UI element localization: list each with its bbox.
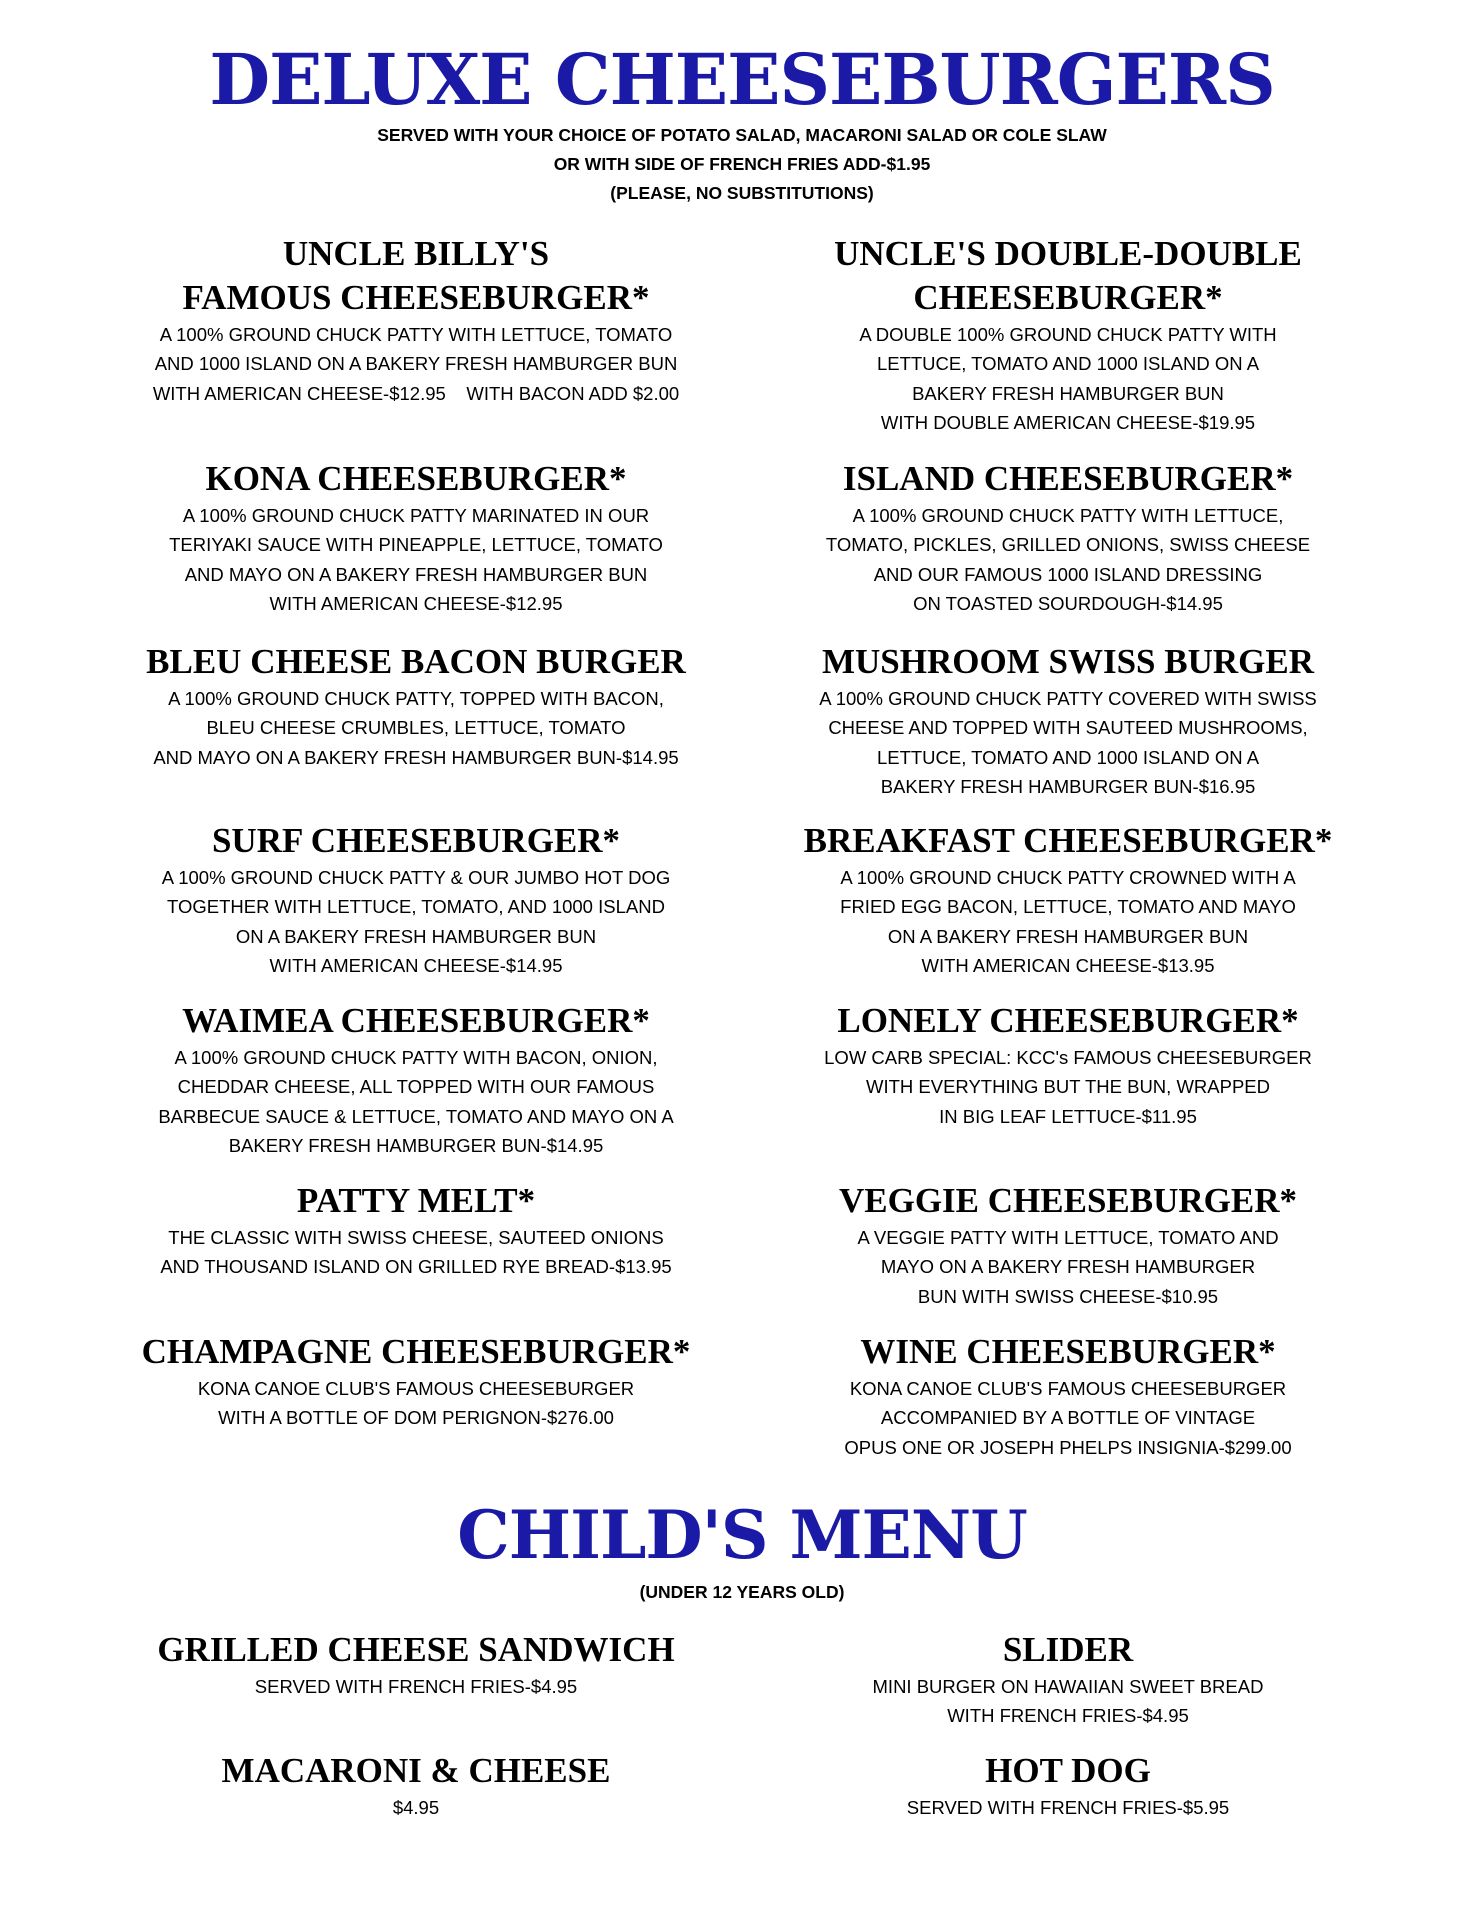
item-description [738, 1223, 1398, 1311]
desc-line: BAKERY FRESH HAMBURGER BUN-$14.95 [228, 1134, 604, 1156]
item-description [86, 863, 746, 980]
item-title: FAMOUS CHEESEBURGER* [182, 278, 650, 317]
menu-item-wine [738, 1330, 1398, 1462]
desc-line: ACCOMPANIED BY A BOTTLE OF VINTAGE [880, 1407, 1256, 1429]
item-description [86, 1043, 746, 1160]
child-menu-title: CHILD'S MENU [457, 1496, 1027, 1574]
desc-line: A 100% GROUND CHUCK PATTY COVERED WITH SWISS [819, 688, 1317, 709]
desc-line: OPUS ONE OR JOSEPH PHELPS INSIGNIA-$299.00 [844, 1436, 1292, 1458]
menu-item-uncle-billys [86, 232, 746, 408]
item-description [86, 1672, 746, 1701]
child-item-mac-and-cheese [86, 1749, 746, 1822]
desc-line: A 100% GROUND CHUCK PATTY MARINATED IN OUR [182, 505, 650, 526]
desc-line: SERVED WITH FRENCH FRIES-$4.95 [254, 1676, 578, 1697]
desc-line: LETTUCE, TOMATO AND 1000 ISLAND ON A [876, 746, 1260, 768]
desc-line: A 100% GROUND CHUCK PATTY WITH BACON, ONION, [174, 1047, 658, 1068]
item-title: MACARONI & CHEESE [221, 1751, 611, 1790]
desc-line: LOW CARB SPECIAL: KCC's FAMOUS CHEESEBURGER [824, 1047, 1312, 1068]
item-title: SURF CHEESEBURGER* [211, 821, 621, 860]
item-description [86, 320, 746, 408]
menu-intro [0, 121, 1484, 208]
item-description [738, 1672, 1398, 1731]
menu-item-kona [86, 457, 746, 618]
desc-line: A 100% GROUND CHUCK PATTY & OUR JUMBO HOT DOG [161, 867, 671, 888]
item-title: GRILLED CHEESE SANDWICH [157, 1630, 675, 1669]
desc-line: A VEGGIE PATTY WITH LETTUCE, TOMATO AND [857, 1227, 1279, 1248]
child-item-grilled-cheese [86, 1628, 746, 1701]
desc-line: MAYO ON A BAKERY FRESH HAMBURGER [880, 1256, 1256, 1278]
desc-line: BARBECUE SAUCE & LETTUCE, TOMATO AND MAYO ON A [158, 1105, 674, 1127]
item-title: PATTY MELT* [296, 1181, 536, 1220]
desc-line: WITH DOUBLE AMERICAN CHEESE-$19.95 [880, 411, 1256, 433]
desc-line: WITH FRENCH FRIES-$4.95 [947, 1705, 1189, 1727]
desc-line: WITH A BOTTLE OF DOM PERIGNON-$276.00 [218, 1407, 614, 1429]
desc-line: ON TOASTED SOURDOUGH-$14.95 [913, 592, 1223, 614]
menu-item-mushroom-swiss [738, 640, 1398, 801]
desc-line: LETTUCE, TOMATO AND 1000 ISLAND ON A [876, 353, 1260, 375]
menu-item-veggie [738, 1179, 1398, 1311]
desc-line: WITH AMERICAN CHEESE-$14.95 [269, 954, 563, 976]
desc-line: CHEESE AND TOPPED WITH SAUTEED MUSHROOMS, [828, 717, 1308, 739]
item-title: MUSHROOM SWISS BURGER [821, 642, 1315, 681]
menu-item-surf [86, 819, 746, 980]
desc-line: $4.95 [392, 1797, 440, 1818]
item-description [86, 684, 746, 772]
item-title: WAIMEA CHEESEBURGER* [182, 1001, 650, 1040]
desc-line: BLEU CHEESE CRUMBLES, LETTUCE, TOMATO [206, 717, 626, 739]
desc-line: ON A BAKERY FRESH HAMBURGER BUN [887, 925, 1249, 947]
desc-line: A 100% GROUND CHUCK PATTY WITH LETTUCE, [852, 505, 1284, 526]
desc-line: TOMATO, PICKLES, GRILLED ONIONS, SWISS CHEESE [825, 534, 1311, 556]
item-description [738, 684, 1398, 801]
desc-line: MINI BURGER ON HAWAIIAN SWEET BREAD [872, 1676, 1264, 1697]
desc-line: FRIED EGG BACON, LETTUCE, TOMATO AND MAYO [840, 896, 1296, 918]
item-description [86, 501, 746, 618]
desc-line: SERVED WITH FRENCH FRIES-$5.95 [906, 1797, 1230, 1818]
item-title: HOT DOG [985, 1751, 1151, 1790]
item-title: WINE CHEESEBURGER* [860, 1332, 1276, 1371]
item-description [738, 320, 1398, 437]
intro-line: SERVED WITH YOUR CHOICE OF POTATO SALAD, MACARONI SALAD OR COLE SLAW [377, 125, 1107, 145]
menu-item-double-double [738, 232, 1398, 437]
desc-line: AND 1000 ISLAND ON A BAKERY FRESH HAMBURGER BUN [154, 353, 678, 375]
item-description [738, 501, 1398, 618]
desc-line: BUN WITH SWISS CHEESE-$10.95 [917, 1285, 1219, 1307]
desc-line: TOGETHER WITH LETTUCE, TOMATO, AND 1000 ISLAND [167, 896, 665, 918]
item-title: LONELY CHEESEBURGER* [837, 1001, 1299, 1040]
menu-item-lonely [738, 999, 1398, 1131]
desc-line: A 100% GROUND CHUCK PATTY WITH LETTUCE, TOMATO [159, 324, 673, 345]
item-title: CHAMPAGNE CHEESEBURGER* [141, 1332, 691, 1371]
item-description [86, 1374, 746, 1433]
menu-item-bleu-cheese-bacon [86, 640, 746, 772]
intro-line: OR WITH SIDE OF FRENCH FRIES ADD-$1.95 [553, 154, 931, 174]
item-title: KONA CHEESEBURGER* [205, 459, 627, 498]
desc-line: WITH AMERICAN CHEESE-$12.95 [269, 592, 563, 614]
menu-item-island [738, 457, 1398, 618]
desc-line: A 100% GROUND CHUCK PATTY CROWNED WITH A [840, 867, 1296, 888]
desc-line: A DOUBLE 100% GROUND CHUCK PATTY WITH [859, 324, 1277, 345]
desc-line: AND OUR FAMOUS 1000 ISLAND DRESSING [873, 563, 1263, 585]
item-title: BREAKFAST CHEESEBURGER* [803, 821, 1333, 860]
child-item-hot-dog [738, 1749, 1398, 1822]
desc-line: WITH EVERYTHING BUT THE BUN, WRAPPED [866, 1076, 1270, 1098]
item-description [86, 1223, 746, 1282]
desc-line: KONA CANOE CLUB'S FAMOUS CHEESEBURGER [197, 1378, 635, 1399]
desc-line: THE CLASSIC WITH SWISS CHEESE, SAUTEED ONIONS [168, 1227, 664, 1248]
desc-line: IN BIG LEAF LETTUCE-$11.95 [939, 1105, 1197, 1127]
item-title: VEGGIE CHEESEBURGER* [838, 1181, 1298, 1220]
item-description [738, 1793, 1398, 1822]
menu-item-waimea [86, 999, 746, 1160]
desc-line: BAKERY FRESH HAMBURGER BUN-$16.95 [880, 775, 1256, 797]
item-title: UNCLE BILLY'S [282, 234, 550, 273]
desc-line: BAKERY FRESH HAMBURGER BUN [912, 382, 1224, 404]
item-description [86, 1793, 746, 1822]
child-item-slider [738, 1628, 1398, 1731]
desc-line: CHEDDAR CHEESE, ALL TOPPED WITH OUR FAMOUS [177, 1076, 655, 1098]
desc-line: A 100% GROUND CHUCK PATTY, TOPPED WITH BACON, [168, 688, 664, 709]
item-title: BLEU CHEESE BACON BURGER [146, 642, 686, 681]
menu-item-patty-melt [86, 1179, 746, 1282]
menu-title: DELUXE CHEESEBURGERS [209, 38, 1275, 121]
item-title: ISLAND CHEESEBURGER* [842, 459, 1294, 498]
desc-line: AND MAYO ON A BAKERY FRESH HAMBURGER BUN [184, 563, 648, 585]
desc-line: AND THOUSAND ISLAND ON GRILLED RYE BREAD-$13.95 [160, 1256, 672, 1278]
desc-line: WITH AMERICAN CHEESE-$13.95 [921, 954, 1215, 976]
desc-line: ON A BAKERY FRESH HAMBURGER BUN [235, 925, 597, 947]
item-title: UNCLE'S DOUBLE-DOUBLE [834, 234, 1302, 273]
item-description [738, 1043, 1398, 1131]
menu-item-champagne [86, 1330, 746, 1433]
menu-item-breakfast [738, 819, 1398, 980]
desc-line: WITH AMERICAN CHEESE-$12.95 WITH BACON ADD $2.00 [152, 382, 680, 404]
desc-line: AND MAYO ON A BAKERY FRESH HAMBURGER BUN-$14.95 [153, 746, 679, 768]
desc-line: KONA CANOE CLUB'S FAMOUS CHEESEBURGER [849, 1378, 1287, 1399]
intro-line: (PLEASE, NO SUBSTITUTIONS) [610, 183, 874, 203]
item-description [738, 863, 1398, 980]
item-title: CHEESEBURGER* [913, 278, 1223, 317]
desc-line: TERIYAKI SAUCE WITH PINEAPPLE, LETTUCE, TOMATO [169, 534, 663, 556]
child-note-line: (UNDER 12 YEARS OLD) [639, 1582, 845, 1602]
child-menu-note [0, 1578, 1484, 1607]
item-description [738, 1374, 1398, 1462]
item-title: SLIDER [1002, 1630, 1134, 1669]
